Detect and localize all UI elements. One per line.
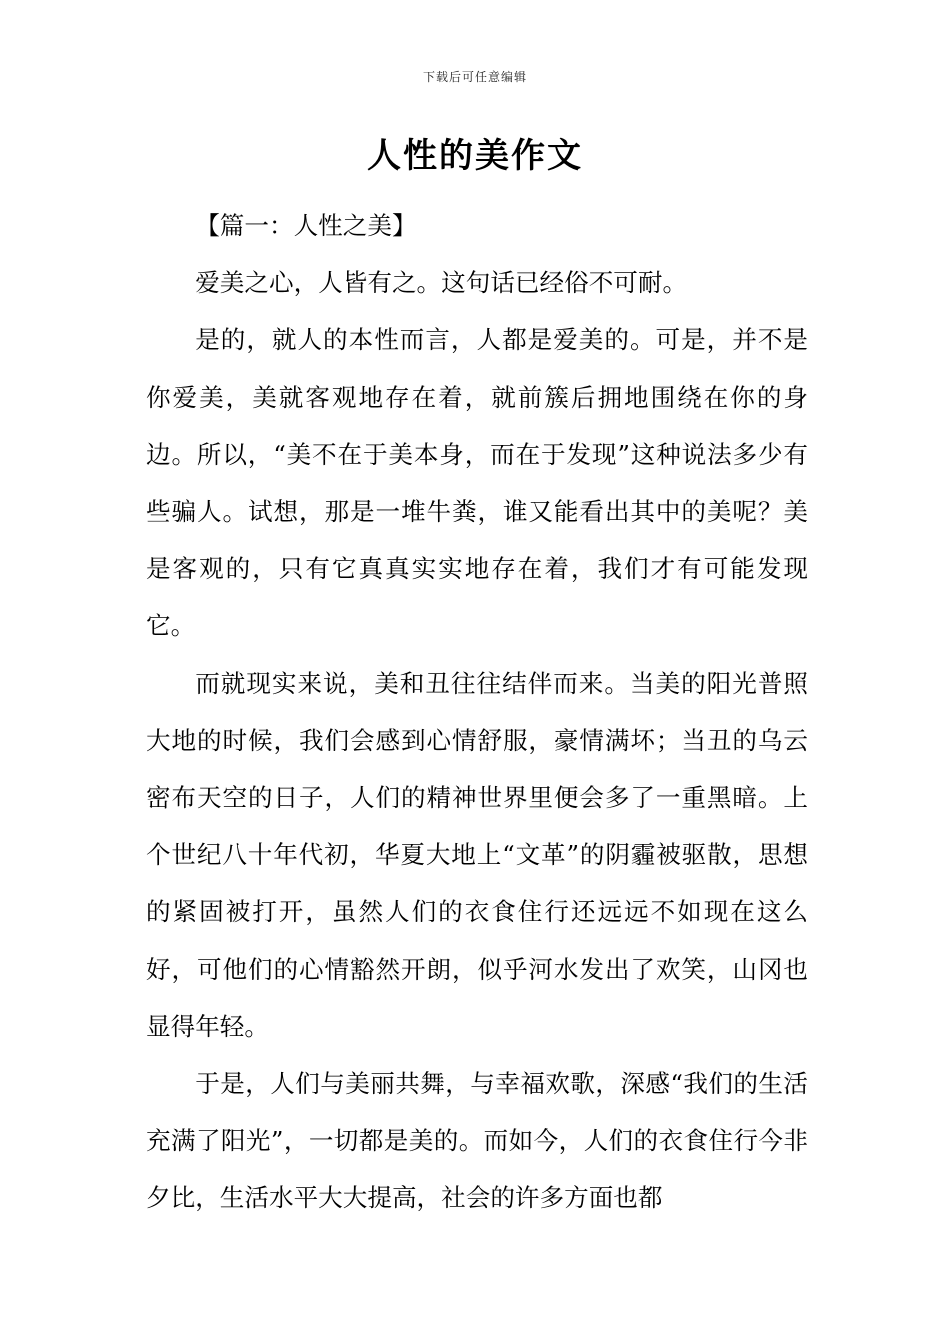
paragraph: 是的，就人的本性而言，人都是爱美的。可是，并不是你爱美，美就客观地存在着，就前簇后拥地围绕在你的身边。所以，“美不在于美本身，而在于发现”这种说法多少有些骗人。试想，那是一堆牛粪，谁又能看出其中的美呢？美是客观的，只有它真真实实地存在着，我们才有可能发现它。 <box>146 325 808 641</box>
document-body <box>146 197 808 1227</box>
paragraph: 爱美之心，人皆有之。这句话已经俗不可耐。 <box>195 268 688 298</box>
document-title: 人性的美作文 <box>367 136 583 176</box>
paragraph: 而就现实来说，美和丑往往结伴而来。当美的阳光普照大地的时候，我们会感到心情舒服，豪情满坏；当丑的乌云密布天空的日子，人们的精神世界里便会多了一重黑暗。上个世纪八十年代初，华夏大地上“文革”的阴霾被驱散，思想的紧固被打开，虽然人们的衣食住行还远远不如现在这么好，可他们的心情豁然开朗，似乎河水发出了欢笑，山冈也显得年轻。 <box>146 668 808 1041</box>
paragraph: 于是，人们与美丽共舞，与幸福欢歌，深感“我们的生活充满了阳光”，一切都是美的。而如今，人们的衣食住行今非夕比，生活水平大大提高，社会的许多方面也都 <box>146 1069 808 1213</box>
section-heading: 【篇一：人性之美】 <box>195 211 417 240</box>
header-note: 下载后可任意编辑 <box>422 70 527 84</box>
